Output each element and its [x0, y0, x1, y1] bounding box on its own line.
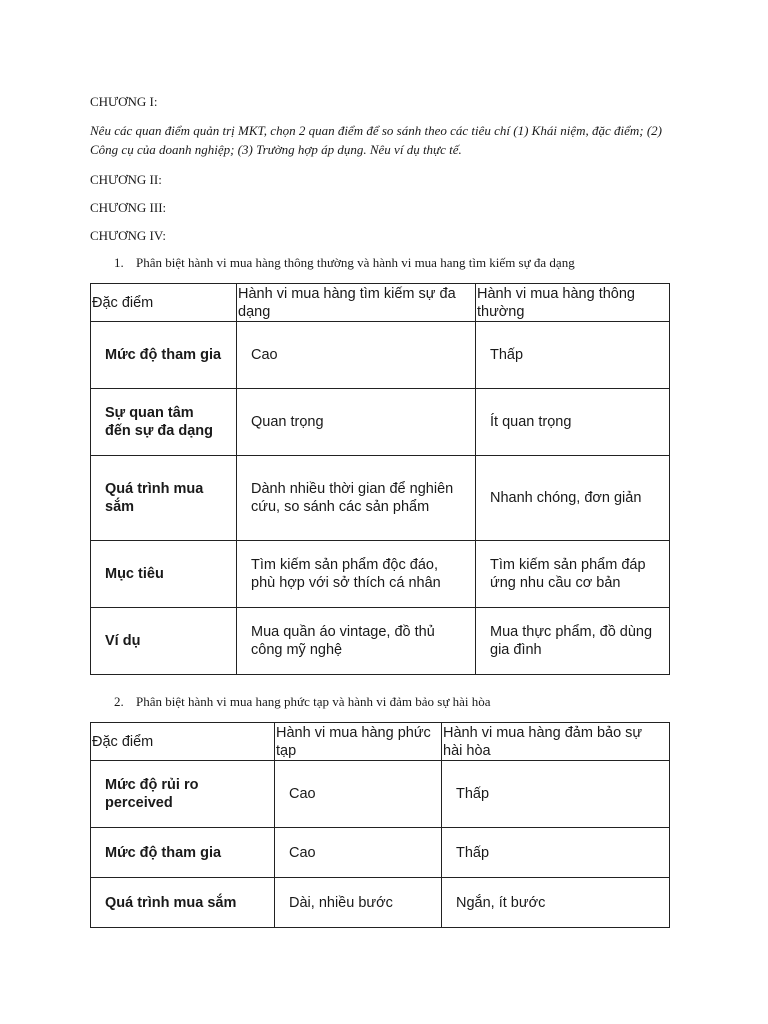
table-cell: Cao — [237, 322, 476, 389]
table-header-cell: Hành vi mua hàng đảm bảo sự hài hòa — [442, 723, 670, 761]
section-2-title: Phân biệt hành vi mua hang phức tạp và hành vi đảm bảo sự hài hòa — [136, 694, 491, 709]
comparison-table-1 — [90, 283, 670, 675]
section-2-number: 2. — [114, 694, 124, 709]
table-cell: Mua thực phẩm, đồ dùng gia đình — [476, 608, 670, 675]
criterion-cell: Mức độ tham gia — [91, 322, 237, 389]
table-header-cell: Đặc điểm — [91, 723, 275, 761]
table-header-row — [91, 284, 670, 322]
table-header-cell: Hành vi mua hàng thông thường — [476, 284, 670, 322]
chapter-2-heading: CHƯƠNG II: — [90, 172, 162, 187]
table-row — [91, 389, 670, 456]
criterion-cell: Sự quan tâm đến sự đa dạng — [91, 389, 237, 456]
table-cell: Dành nhiều thời gian để nghiên cứu, so sánh các sản phẩm — [237, 456, 476, 541]
table-cell: Cao — [275, 828, 442, 878]
table-cell: Mua quần áo vintage, đồ thủ công mỹ nghệ — [237, 608, 476, 675]
criterion-cell: Quá trình mua sắm — [91, 456, 237, 541]
table-cell: Ít quan trọng — [476, 389, 670, 456]
table-cell: Ngắn, ít bước — [442, 878, 670, 928]
table-cell: Tìm kiếm sản phẩm độc đáo, phù hợp với sở thích cá nhân — [237, 541, 476, 608]
table-row — [91, 608, 670, 675]
table-row — [91, 878, 670, 928]
table-row — [91, 322, 670, 389]
table-cell: Cao — [275, 761, 442, 828]
criterion-cell: Mức độ rủi ro perceived — [91, 761, 275, 828]
chapter-3-heading: CHƯƠNG III: — [90, 200, 167, 215]
table-cell: Thấp — [442, 828, 670, 878]
table-cell: Nhanh chóng, đơn giản — [476, 456, 670, 541]
table-row — [91, 541, 670, 608]
chapter-4-heading: CHƯƠNG IV: — [90, 228, 166, 243]
section-2-heading — [114, 692, 491, 711]
table-row — [91, 761, 670, 828]
section-1-number: 1. — [114, 255, 124, 270]
section-1-title: Phân biệt hành vi mua hàng thông thường và hành vi mua hang tìm kiếm sự đa dạng — [136, 255, 575, 270]
table-cell: Quan trọng — [237, 389, 476, 456]
table-cell: Dài, nhiều bước — [275, 878, 442, 928]
criterion-cell: Ví dụ — [91, 608, 237, 675]
table-cell: Tìm kiếm sản phẩm đáp ứng nhu cầu cơ bản — [476, 541, 670, 608]
criterion-cell: Quá trình mua sắm — [91, 878, 275, 928]
table-header-cell: Hành vi mua hàng phức tạp — [275, 723, 442, 761]
table-header-row — [91, 723, 670, 761]
table-cell: Thấp — [476, 322, 670, 389]
criterion-cell: Mức độ tham gia — [91, 828, 275, 878]
chapter-1-heading: CHƯƠNG I: — [90, 94, 158, 109]
table-header-cell: Đặc điểm — [91, 284, 237, 322]
criterion-cell: Mục tiêu — [91, 541, 237, 608]
table-cell: Thấp — [442, 761, 670, 828]
table-row — [91, 456, 670, 541]
table-header-cell: Hành vi mua hàng tìm kiếm sự đa dạng — [237, 284, 476, 322]
comparison-table-2 — [90, 722, 670, 928]
chapter-1-task: Nêu các quan điểm quản trị MKT, chọn 2 quan điểm để so sánh theo các tiêu chí (1) Khái niệm, đặc điểm; (2) Công cụ của doanh nghiệp; (3) Trường hợp áp dụng. Nêu ví dụ thực tế. — [90, 123, 663, 157]
section-1-heading — [114, 253, 575, 272]
table-row — [91, 828, 670, 878]
